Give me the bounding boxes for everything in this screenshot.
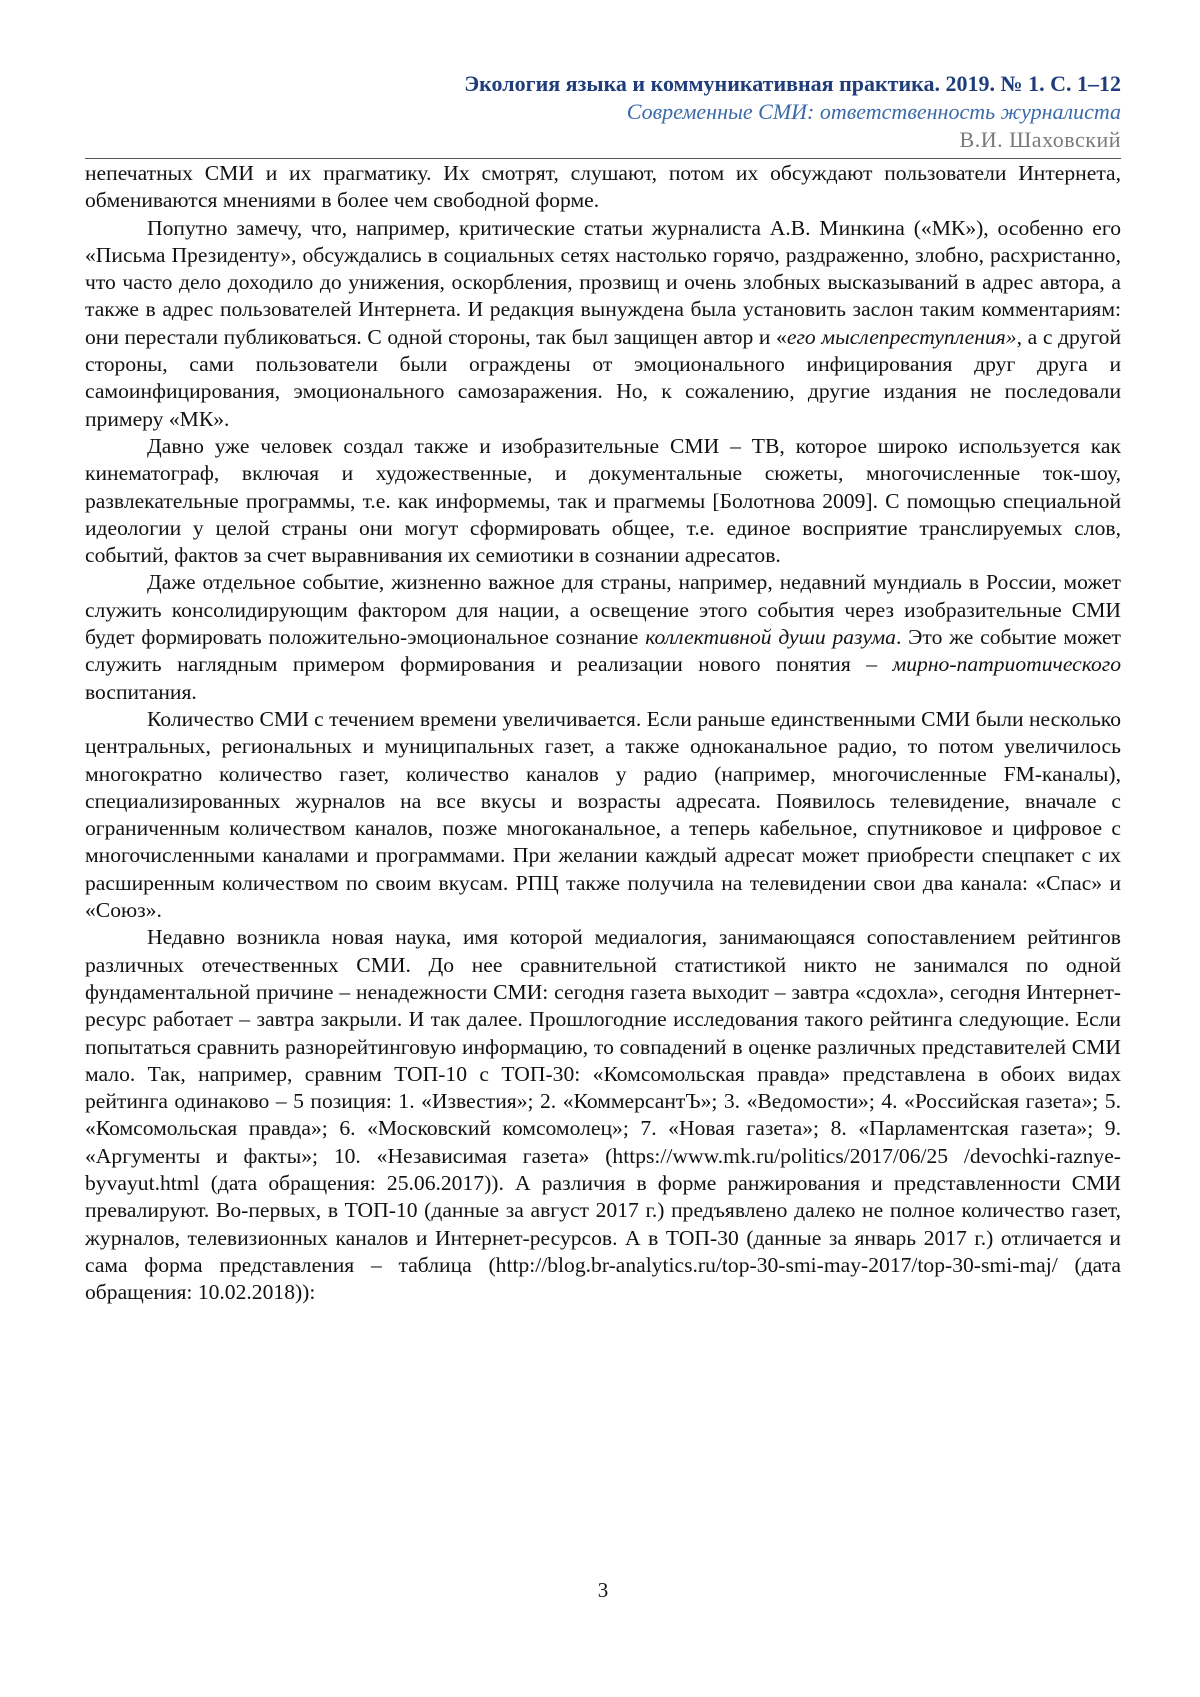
paragraph-1 — [85, 215, 1121, 433]
article-body — [85, 160, 1121, 1306]
paragraph-2: Давно уже человек создал также и изобразительные СМИ – ТВ, которое широко используется как кинематограф, включая и художественные, и документальные сюжеты, многочисленные ток-шоу, развлекательные программы, т.е. как информемы, так и прагмемы [Болотнова 2009]. С помощью специальной идеологии у целой страны они могут сформировать общее, т.е. единое восприятие транслируемых слов, событий, фактов за счет выравнивания их семиотики в сознании адресатов. — [85, 433, 1121, 568]
paragraph-3 — [85, 569, 1121, 705]
document-page — [85, 0, 1121, 1697]
paragraph-1-text-a: Попутно замечу, что, например, критические статьи журналиста А.В. Минкина («МК»), особенно его «Письма Президенту», обсуждались в социальных сетях настолько горячо, раздраженно, злобно, расхристанно, что часто дело доходило до унижения, оскорбления, прозвищ и очень злобных высказываний в адрес автора, а также в адрес пользователей Интернета. И редакция вынуждена была установить заслон таким комментариям: они перестали публиковаться. С одной стороны, так был защищен автор и « — [85, 215, 1121, 349]
paragraph-1-italic: его мыслепреступления» — [786, 324, 1017, 349]
paragraph-3-text-a: Даже отдельное событие, жизненно важное для страны, например, недавний мундиаль в России, может служить консолидирующим фактором для нации, а освещение этого события через изобразительные СМИ будет формировать положительно-эмоциональное сознание — [85, 570, 1121, 650]
page-number: 3 — [597, 1578, 609, 1602]
paragraph-3-italic-d: мирно-патриотического — [892, 652, 1121, 677]
author-name: В.И. Шаховский — [959, 127, 1121, 152]
article-title: Современные СМИ: ответственность журналиста — [626, 99, 1121, 124]
paragraph-3-text-e: воспитания. — [85, 679, 197, 704]
header-divider — [85, 158, 1121, 159]
paragraph-3-italic-b: коллективной души разума — [645, 625, 896, 650]
paragraph-0: непечатных СМИ и их прагматику. Их смотрят, слушают, потом их обсуждают пользователи Интернета, обмениваются мнениями в более чем свободной форме. — [85, 161, 1121, 213]
journal-citation: Экология языка и коммуникативная практика. 2019. № 1. С. 1–12 — [464, 71, 1121, 96]
running-header — [464, 70, 1121, 154]
paragraph-1-text-c: , а с другой стороны, сами пользователи были ограждены от эмоционального инфицирования друг друга и самоинфицирования, эмоционального самозаражения. Но, к сожалению, другие издания не последовали примеру «МК». — [85, 324, 1121, 431]
paragraph-5: Недавно возникла новая наука, имя которой медиалогия, занимающаяся сопоставлением рейтингов различных отечественных СМИ. До нее сравнительной статистикой никто не занимался по одной фундаментальной причине – ненадежности СМИ: сегодня газета выходит – завтра «сдохла», сегодня Интернет-ресурс работает – завтра закрыли. И так далее. Прошлогодние исследования такого рейтинга следующие. Если попытаться сравнить разнорейтинговую информацию, то совпадений в оценке различных представителей СМИ мало. Так, например, сравним ТОП-10 с ТОП-30: «Комсомольская правда» представлена в обоих видах рейтинга одинаково – 5 позиция: 1. «Известия»; 2. «КоммерсантЪ»; 3. «Ведомости»; 4. «Российская газета»; 5. «Комсомольская правда»; 6. «Московский комсомолец»; 7. «Новая газета»; 8. «Парламентская газета»; 9. «Аргументы и факты»; 10. «Независимая газета» (https://www.mk.ru/politics/2017/06/25 /devochki-raznye-byvayut.html (дата обращения: 25.06.2017)). А различия в форме ранжирования и представленности СМИ превалируют. Во-первых, в ТОП-10 (данные за август 2017 г.) предъявлено далеко не полное количество газет, журналов, телевизионных каналов и Интернет-ресурсов. А в ТОП-30 (данные за январь 2017 г.) отличается и сама форма представления – таблица (http://blog.br-analytics.ru/top-30-smi-may-2017/top-30-smi-maj/ (дата обращения: 10.02.2018)): — [85, 925, 1121, 1305]
paragraph-4: Количество СМИ с течением времени увеличивается. Если раньше единственными СМИ были несколько центральных, региональных и муниципальных газет, а также одноканальное радио, то потом увеличилось многократно количество газет, количество каналов у радио (например, многочисленные FM-каналы), специализированных журналов на все вкусы и возрасты адресата. Появилось телевидение, вначале с ограниченным количеством каналов, позже многоканальное, а теперь кабельное, спутниковое и цифровое с многочисленными каналами и программами. При желании каждый адресат может приобрести спецпакет с их расширенным количеством по своим вкусам. РПЦ также получила на телевидении свои два канала: «Спас» и «Союз». — [85, 706, 1121, 923]
paragraph-3-text-c: . Это же событие может служить наглядным примером формирования и реализации нового понятия – — [85, 625, 1121, 677]
